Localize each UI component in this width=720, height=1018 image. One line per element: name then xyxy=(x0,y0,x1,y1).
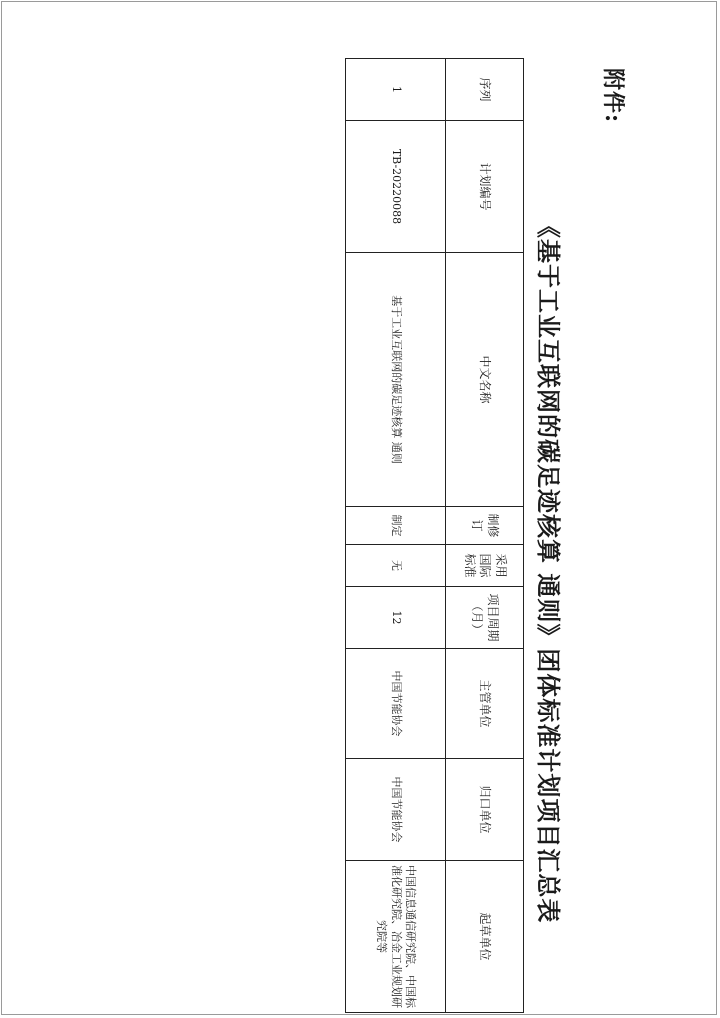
header-period: 项目周期（月） xyxy=(446,587,524,649)
cell-centralized: 中国节能协会 xyxy=(346,759,446,861)
header-seq: 序列 xyxy=(446,59,524,121)
header-competent: 主管单位 xyxy=(446,649,524,759)
cell-revise: 制定 xyxy=(346,507,446,545)
header-cn-name: 中文名称 xyxy=(446,253,524,507)
plan-summary-table xyxy=(345,58,524,1013)
cell-drafting: 中国信息通信研究院、中国标准化研究院、冶金工业规划研究院等 xyxy=(346,861,446,1013)
header-plan-no: 计划编号 xyxy=(446,121,524,253)
attachment-label: 附件: xyxy=(600,68,626,124)
document-title: 《基于工业互联网的碳足迹核算 通则》团体标准计划项目汇总表 xyxy=(534,214,563,924)
header-centralized: 归口单位 xyxy=(446,759,524,861)
cell-intl-std: 无 xyxy=(346,545,446,587)
header-intl-std: 采用国际标准 xyxy=(446,545,524,587)
cell-cn-name: 基于工业互联网的碳足迹核算 通则 xyxy=(346,253,446,507)
cell-plan-no: TB-20220088 xyxy=(346,121,446,253)
table-row xyxy=(346,59,446,1013)
cell-seq: 1 xyxy=(346,59,446,121)
cell-period: 12 xyxy=(346,587,446,649)
header-revise: 制修订 xyxy=(446,507,524,545)
cell-competent: 中国节能协会 xyxy=(346,649,446,759)
header-drafting: 起草单位 xyxy=(446,861,524,1013)
table-header-row xyxy=(446,59,524,1013)
